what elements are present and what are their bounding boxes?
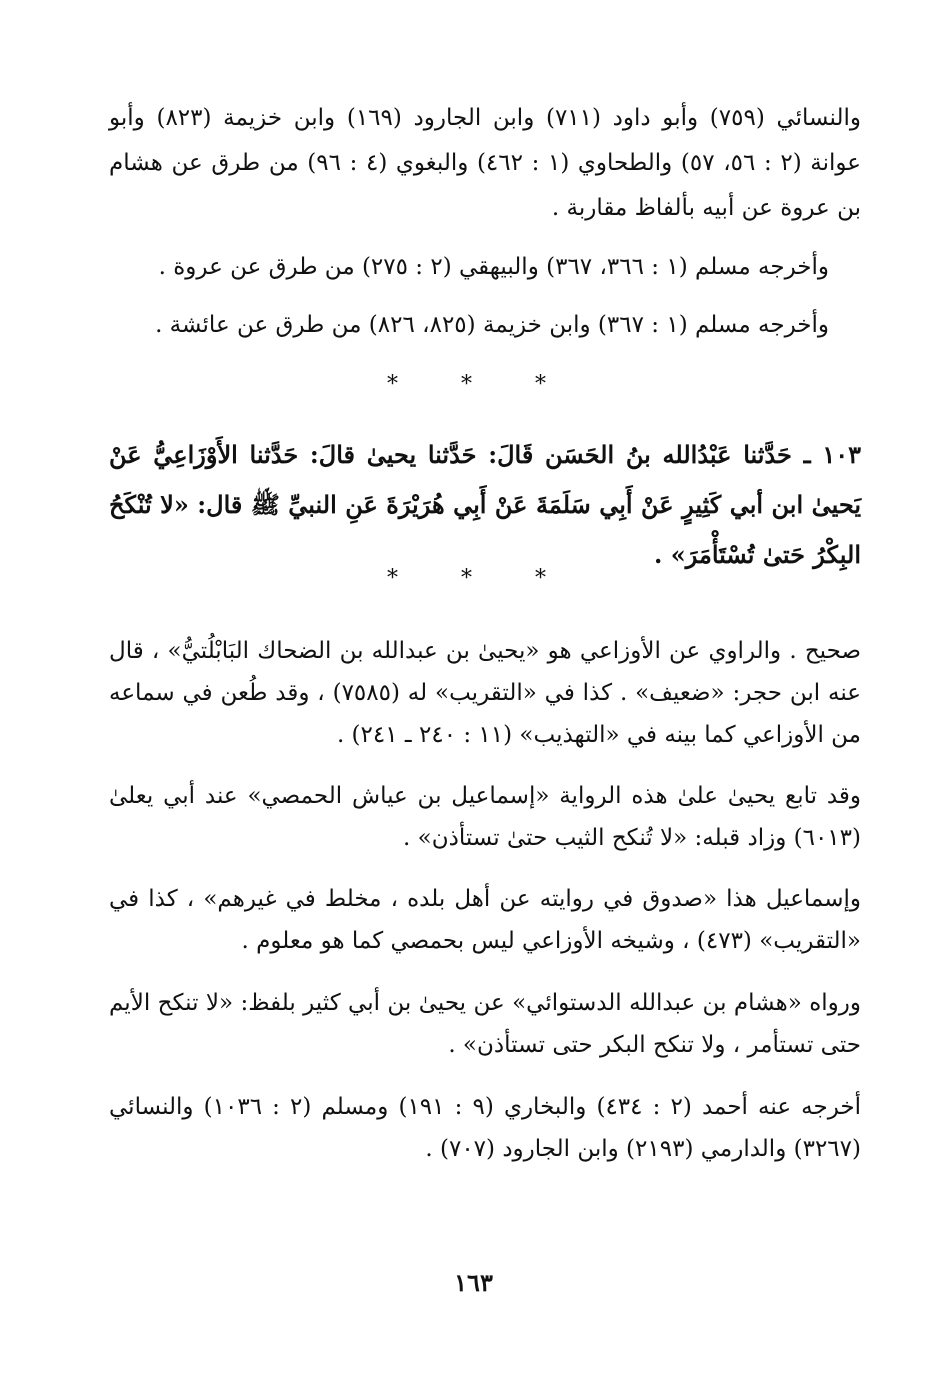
paragraph-takhrij-2: وأخرجه مسلم (١ : ٣٦٦، ٣٦٧) والبيهقي (٢ : ٢٧٥) من طرق عن عروة .: [158, 254, 829, 280]
asterisk-icon: *: [461, 372, 486, 397]
paragraph-grading: صحيح . والراوي عن الأوزاعي هو «يحيىٰ بن عبدالله بن الضحاك البَابْلُتيُّ» ، قال عنه ابن حجر: «ضعيف» . كذا في «التقريب» له (٧٥٨٥) ، وقد طُعن في سماعه من الأوزاعي كما بينه في «التهذيب» (١١ : ٢٤٠ ـ ٢٤١) .: [109, 638, 861, 748]
asterisk-icon: *: [535, 566, 560, 591]
asterisk-icon: *: [387, 372, 412, 397]
asterisk-icon: *: [535, 372, 560, 397]
asterisk-icon: *: [461, 566, 486, 591]
section-separator: [0, 566, 947, 591]
paragraph-hisham: ورواه «هشام بن عبدالله الدستوائي» عن يحيىٰ بن أبي كثير بلفظ: «لا تنكح الأيم حتى تستأمر ، ولا تنكح البكر حتى تستأذن» .: [109, 990, 861, 1058]
asterisk-icon: *: [387, 566, 412, 591]
section-separator: [0, 372, 947, 397]
paragraph-takhrij-1: والنسائي (٧٥٩) وأبو داود (٧١١) وابن الجارود (١٦٩) وابن خزيمة (٨٢٣) وأبو عوانة (٢ : ٥٦، ٥٧) والطحاوي (١ : ٤٦٢) والبغوي (٤ : ٩٦) من طرق عن هشام بن عروة عن أبيه بألفاظ مقاربة .: [109, 105, 862, 221]
paragraph-takhrij-final: أخرجه عنه أحمد (٢ : ٤٣٤) والبخاري (٩ : ١٩١) ومسلم (٢ : ١٠٣٦) والنسائي (٣٢٦٧) والدارمي (٢١٩٣) وابن الجارود (٧٠٧) .: [109, 1094, 861, 1162]
paragraph-ismail: وإسماعيل هذا «صدوق في روايته عن أهل بلده ، مخلط في غيرهم» ، كذا في «التقريب» (٤٧٣) ، وشيخه الأوزاعي ليس بحمصي كما هو معلوم .: [109, 886, 861, 954]
paragraph-mutaba: وقد تابع يحيىٰ علىٰ هذه الرواية «إسماعيل بن عياش الحمصي» عند أبي يعلىٰ (٦٠١٣) وزاد قبله: «لا تُنكح الثيب حتىٰ تستأذن» .: [109, 783, 861, 851]
page-number: ١٦٣: [454, 1268, 493, 1297]
paragraph-takhrij-3: وأخرجه مسلم (١ : ٣٦٧) وابن خزيمة (٨٢٥، ٨٢٦) من طرق عن عائشة .: [155, 312, 829, 338]
hadith-text: ١٠٣ ـ حَدَّثنا عَبْدُالله بنُ الحَسَن قَالَ: حَدَّثنا يحيىٰ قالَ: حَدَّثنا الأَوْزَاعِيُّ عَنْ يَحيىٰ ابن أبي كَثِيرٍ عَنْ أَبِي سَلَمَةَ عَنْ أَبِي هُرَيْرَةَ عَنِ النبيِّ ﷺ قال: «لا تُنْكَحُ البِكْرُ حَتىٰ تُسْتَأْمَرَ» .: [109, 440, 861, 569]
